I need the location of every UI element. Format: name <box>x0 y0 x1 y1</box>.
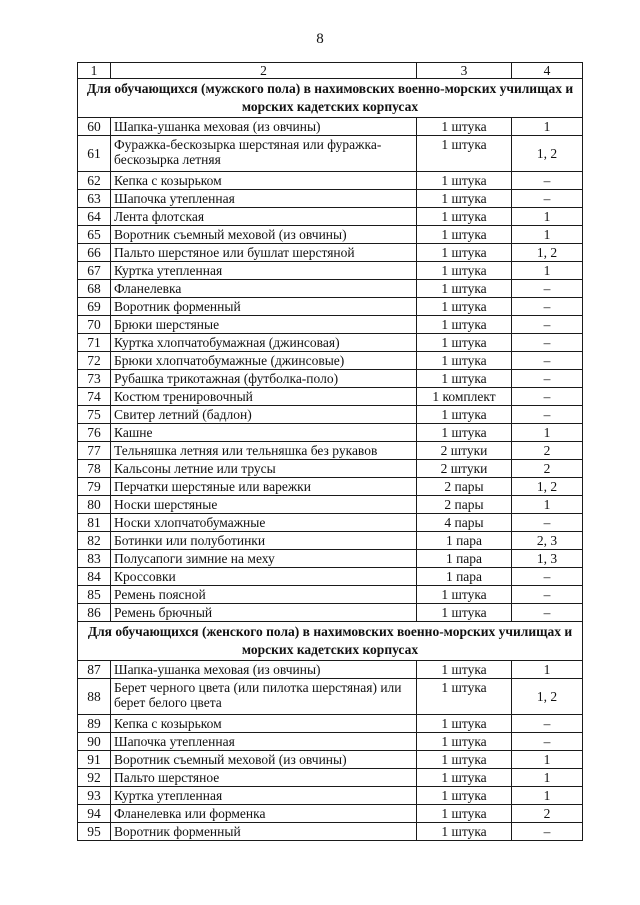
row-number: 79 <box>78 478 111 496</box>
row-number: 78 <box>78 460 111 478</box>
column-number-row <box>78 63 583 79</box>
item-note-reference: – <box>512 298 583 316</box>
row-number: 84 <box>78 568 111 586</box>
item-note-reference: – <box>512 823 583 841</box>
item-quantity: 1 штука <box>417 334 512 352</box>
table-row <box>78 370 583 388</box>
item-quantity: 1 штука <box>417 751 512 769</box>
row-number: 73 <box>78 370 111 388</box>
item-quantity: 1 штука <box>417 604 512 622</box>
item-quantity: 1 штука <box>417 208 512 226</box>
item-name: Воротник съемный меховой (из овчины) <box>111 751 417 769</box>
table-row <box>78 661 583 679</box>
item-quantity: 1 штука <box>417 769 512 787</box>
item-note-reference: 1 <box>512 496 583 514</box>
item-name: Шапка-ушанка меховая (из овчины) <box>111 118 417 136</box>
item-name: Ремень поясной <box>111 586 417 604</box>
row-number: 94 <box>78 805 111 823</box>
table-row <box>78 190 583 208</box>
row-number: 72 <box>78 352 111 370</box>
item-name: Берет черного цвета (или пилотка шерстяная) или берет белого цвета <box>111 679 417 715</box>
item-quantity: 1 штука <box>417 226 512 244</box>
item-quantity: 1 штука <box>417 424 512 442</box>
row-number: 86 <box>78 604 111 622</box>
row-number: 66 <box>78 244 111 262</box>
item-quantity: 1 штука <box>417 136 512 172</box>
row-number: 77 <box>78 442 111 460</box>
table-row <box>78 751 583 769</box>
row-number: 90 <box>78 733 111 751</box>
table-row <box>78 805 583 823</box>
item-quantity: 1 пара <box>417 532 512 550</box>
item-quantity: 2 штуки <box>417 442 512 460</box>
row-number: 92 <box>78 769 111 787</box>
table-row <box>78 478 583 496</box>
row-number: 74 <box>78 388 111 406</box>
item-name: Воротник форменный <box>111 823 417 841</box>
row-number: 76 <box>78 424 111 442</box>
section-title-female: Для обучающихся (женского пола) в нахимовских военно-морских училищах и морских кадетских корпусах <box>78 622 583 661</box>
item-note-reference: 1 <box>512 751 583 769</box>
item-quantity: 1 штука <box>417 805 512 823</box>
item-name: Шапочка утепленная <box>111 733 417 751</box>
table-row <box>78 514 583 532</box>
item-note-reference: – <box>512 334 583 352</box>
item-quantity: 1 штука <box>417 370 512 388</box>
item-note-reference: – <box>512 190 583 208</box>
item-quantity: 1 штука <box>417 823 512 841</box>
table-row <box>78 136 583 172</box>
table-row <box>78 787 583 805</box>
item-quantity: 1 штука <box>417 661 512 679</box>
table-row <box>78 262 583 280</box>
item-name: Ремень брючный <box>111 604 417 622</box>
table-row <box>78 208 583 226</box>
item-note-reference: 1, 2 <box>512 679 583 715</box>
item-note-reference: – <box>512 715 583 733</box>
row-number: 85 <box>78 586 111 604</box>
item-note-reference: 2 <box>512 805 583 823</box>
item-name: Воротник форменный <box>111 298 417 316</box>
item-name: Кальсоны летние или трусы <box>111 460 417 478</box>
item-name: Кашне <box>111 424 417 442</box>
row-number: 95 <box>78 823 111 841</box>
table-row <box>78 769 583 787</box>
row-number: 75 <box>78 406 111 424</box>
item-name: Рубашка трикотажная (футболка-поло) <box>111 370 417 388</box>
page-number: 8 <box>316 31 324 47</box>
item-quantity: 1 штука <box>417 679 512 715</box>
row-number: 80 <box>78 496 111 514</box>
table-row <box>78 334 583 352</box>
item-quantity: 1 штука <box>417 316 512 334</box>
row-number: 83 <box>78 550 111 568</box>
item-name: Кепка с козырьком <box>111 172 417 190</box>
row-number: 60 <box>78 118 111 136</box>
item-name: Носки шерстяные <box>111 496 417 514</box>
row-number: 67 <box>78 262 111 280</box>
row-number: 64 <box>78 208 111 226</box>
section-header-row <box>78 79 583 118</box>
item-quantity: 2 пары <box>417 478 512 496</box>
item-name: Куртка утепленная <box>111 262 417 280</box>
item-quantity: 1 комплект <box>417 388 512 406</box>
table-row <box>78 532 583 550</box>
column-number: 3 <box>417 63 512 79</box>
row-number: 65 <box>78 226 111 244</box>
supply-norms-table <box>77 62 583 841</box>
item-name: Шапка-ушанка меховая (из овчины) <box>111 661 417 679</box>
table-row <box>78 568 583 586</box>
item-name: Куртка хлопчатобумажная (джинсовая) <box>111 334 417 352</box>
table-row <box>78 298 583 316</box>
row-number: 70 <box>78 316 111 334</box>
item-name: Ботинки или полуботинки <box>111 532 417 550</box>
row-number: 82 <box>78 532 111 550</box>
item-note-reference: – <box>512 604 583 622</box>
item-name: Лента флотская <box>111 208 417 226</box>
item-note-reference: – <box>512 514 583 532</box>
item-quantity: 1 пара <box>417 550 512 568</box>
column-number: 2 <box>111 63 417 79</box>
item-quantity: 4 пары <box>417 514 512 532</box>
row-number: 71 <box>78 334 111 352</box>
column-number: 4 <box>512 63 583 79</box>
item-name: Тельняшка летняя или тельняшка без рукавов <box>111 442 417 460</box>
item-name: Пальто шерстяное <box>111 769 417 787</box>
item-note-reference: 1 <box>512 424 583 442</box>
row-number: 89 <box>78 715 111 733</box>
item-name: Кроссовки <box>111 568 417 586</box>
item-note-reference: – <box>512 388 583 406</box>
item-quantity: 1 штука <box>417 352 512 370</box>
item-note-reference: – <box>512 733 583 751</box>
item-note-reference: 1 <box>512 226 583 244</box>
item-quantity: 1 штука <box>417 280 512 298</box>
item-quantity: 1 штука <box>417 190 512 208</box>
table-row <box>78 244 583 262</box>
table-row <box>78 604 583 622</box>
table-row <box>78 388 583 406</box>
row-number: 88 <box>78 679 111 715</box>
item-note-reference: 1 <box>512 787 583 805</box>
item-quantity: 2 пары <box>417 496 512 514</box>
row-number: 87 <box>78 661 111 679</box>
item-note-reference: – <box>512 586 583 604</box>
item-note-reference: – <box>512 172 583 190</box>
item-note-reference: 1, 2 <box>512 136 583 172</box>
table-row <box>78 172 583 190</box>
table-row <box>78 352 583 370</box>
row-number: 68 <box>78 280 111 298</box>
item-name: Полусапоги зимние на меху <box>111 550 417 568</box>
section-title-male: Для обучающихся (мужского пола) в нахимовских военно-морских училищах и морских кадетских корпусах <box>78 79 583 118</box>
table-row <box>78 406 583 424</box>
table-row <box>78 586 583 604</box>
table-row <box>78 550 583 568</box>
item-quantity: 1 штука <box>417 244 512 262</box>
item-note-reference: 1, 3 <box>512 550 583 568</box>
item-name: Брюки шерстяные <box>111 316 417 334</box>
item-note-reference: – <box>512 316 583 334</box>
item-note-reference: 1 <box>512 661 583 679</box>
section-header-row <box>78 622 583 661</box>
table-row <box>78 424 583 442</box>
item-note-reference: 2 <box>512 460 583 478</box>
row-number: 81 <box>78 514 111 532</box>
item-name: Шапочка утепленная <box>111 190 417 208</box>
table-row <box>78 715 583 733</box>
table-row <box>78 496 583 514</box>
item-note-reference: 1 <box>512 262 583 280</box>
item-note-reference: – <box>512 352 583 370</box>
item-name: Свитер летний (бадлон) <box>111 406 417 424</box>
table-row <box>78 280 583 298</box>
item-name: Носки хлопчатобумажные <box>111 514 417 532</box>
item-quantity: 1 штука <box>417 298 512 316</box>
item-name: Воротник съемный меховой (из овчины) <box>111 226 417 244</box>
table-row <box>78 460 583 478</box>
item-name: Кепка с козырьком <box>111 715 417 733</box>
item-quantity: 1 штука <box>417 715 512 733</box>
row-number: 62 <box>78 172 111 190</box>
item-note-reference: 2, 3 <box>512 532 583 550</box>
item-name: Брюки хлопчатобумажные (джинсовые) <box>111 352 417 370</box>
item-quantity: 1 штука <box>417 406 512 424</box>
item-name: Фуражка-бескозырка шерстяная или фуражка-бескозырка летняя <box>111 136 417 172</box>
item-name: Фланелевка <box>111 280 417 298</box>
item-name: Фланелевка или форменка <box>111 805 417 823</box>
item-quantity: 1 пара <box>417 568 512 586</box>
item-note-reference: 1, 2 <box>512 478 583 496</box>
item-quantity: 1 штука <box>417 262 512 280</box>
item-quantity: 1 штука <box>417 787 512 805</box>
item-note-reference: 1 <box>512 769 583 787</box>
item-note-reference: – <box>512 370 583 388</box>
table-row <box>78 733 583 751</box>
table-row <box>78 316 583 334</box>
item-name: Пальто шерстяное или бушлат шерстяной <box>111 244 417 262</box>
row-number: 63 <box>78 190 111 208</box>
row-number: 61 <box>78 136 111 172</box>
table-row <box>78 226 583 244</box>
row-number: 91 <box>78 751 111 769</box>
item-quantity: 1 штука <box>417 118 512 136</box>
table-row <box>78 823 583 841</box>
item-name: Куртка утепленная <box>111 787 417 805</box>
item-name: Перчатки шерстяные или варежки <box>111 478 417 496</box>
item-note-reference: – <box>512 280 583 298</box>
table-row <box>78 118 583 136</box>
item-name: Костюм тренировочный <box>111 388 417 406</box>
column-number: 1 <box>78 63 111 79</box>
item-note-reference: – <box>512 406 583 424</box>
item-note-reference: – <box>512 568 583 586</box>
item-quantity: 1 штука <box>417 733 512 751</box>
item-note-reference: 2 <box>512 442 583 460</box>
item-note-reference: 1 <box>512 208 583 226</box>
row-number: 93 <box>78 787 111 805</box>
row-number: 69 <box>78 298 111 316</box>
item-quantity: 1 штука <box>417 586 512 604</box>
item-note-reference: 1, 2 <box>512 244 583 262</box>
table-row <box>78 679 583 715</box>
table-row <box>78 442 583 460</box>
item-quantity: 1 штука <box>417 172 512 190</box>
item-quantity: 2 штуки <box>417 460 512 478</box>
item-note-reference: 1 <box>512 118 583 136</box>
